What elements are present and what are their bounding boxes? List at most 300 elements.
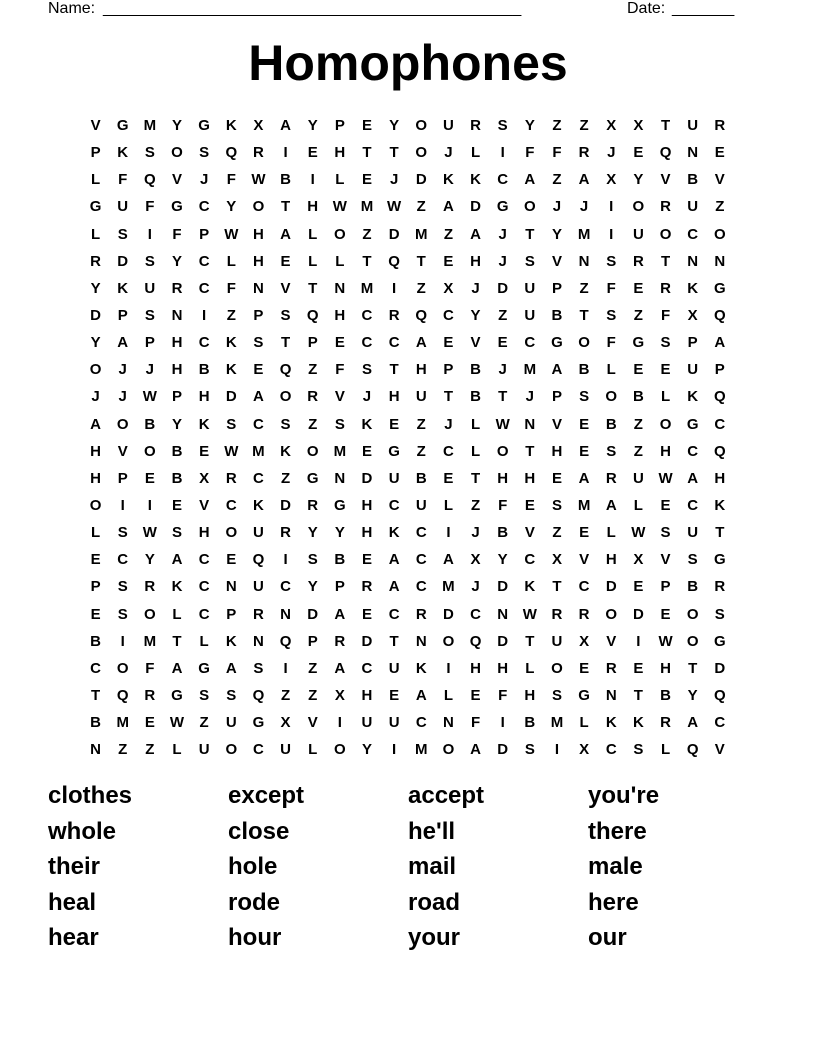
grid-letter: X <box>633 551 644 569</box>
grid-letter: H <box>388 388 400 406</box>
grid-letter: I <box>446 524 451 542</box>
grid-letter: Q <box>225 144 238 162</box>
grid-letter: K <box>198 415 210 433</box>
grid-letter: B <box>551 307 563 325</box>
grid-letter: O <box>659 415 672 433</box>
grid-letter: C <box>415 714 427 732</box>
grid-letter: L <box>525 659 535 677</box>
grid-letter: Z <box>579 117 589 135</box>
grid-letter: Z <box>416 442 426 460</box>
grid-letter: M <box>143 117 157 135</box>
grid-letter: X <box>199 469 210 487</box>
grid-letter: H <box>551 442 563 460</box>
grid-letter: G <box>496 198 509 216</box>
grid-letter: K <box>252 497 264 515</box>
grid-letter: K <box>524 578 536 596</box>
grid-letter: Q <box>388 252 400 270</box>
grid-letter: R <box>714 578 726 596</box>
grid-letter: Q <box>659 144 672 162</box>
grid-letter: Q <box>713 687 726 705</box>
grid-letter: V <box>551 252 562 270</box>
grid-letter: I <box>446 659 451 677</box>
grid-letter: N <box>225 578 237 596</box>
grid-letter: D <box>280 497 291 515</box>
grid-letter: C <box>524 334 536 352</box>
grid-letter: S <box>171 524 182 542</box>
grid-letter: B <box>280 171 291 189</box>
grid-letter: W <box>251 171 266 189</box>
grid-row <box>82 573 734 600</box>
grid-letter: Y <box>171 117 182 135</box>
date-blank-line: _______ <box>672 0 735 17</box>
grid-letter: X <box>579 741 590 759</box>
grid-letter: V <box>90 117 101 135</box>
grid-letter: D <box>442 605 454 623</box>
grid-letter: E <box>226 551 237 569</box>
grid-letter: B <box>470 388 481 406</box>
grid-letter: U <box>687 524 699 542</box>
grid-row <box>82 709 734 736</box>
grid-letter: G <box>171 687 183 705</box>
grid-letter: V <box>660 551 671 569</box>
grid-letter: T <box>172 632 182 650</box>
grid-letter: H <box>470 659 481 677</box>
grid-letter: Z <box>362 225 372 243</box>
grid-letter: V <box>117 442 128 460</box>
word-bank-item: hour <box>228 924 282 952</box>
grid-letter: H <box>90 469 101 487</box>
grid-letter: E <box>90 605 101 623</box>
grid-letter: T <box>308 279 318 297</box>
grid-letter: L <box>579 714 589 732</box>
grid-letter: G <box>632 334 645 352</box>
grid-letter: S <box>660 334 671 352</box>
grid-letter: F <box>660 307 671 325</box>
grid-letter: A <box>388 551 400 569</box>
grid-letter: L <box>199 632 209 650</box>
grid-letter: S <box>633 741 644 759</box>
grid-letter: B <box>144 415 156 433</box>
grid-letter: B <box>171 442 183 460</box>
grid-letter: P <box>226 605 237 623</box>
grid-letter: H <box>252 252 264 270</box>
grid-letter: O <box>306 442 319 460</box>
grid-letter: D <box>497 279 509 297</box>
grid-letter: N <box>442 714 454 732</box>
grid-letter: H <box>660 442 671 460</box>
grid-letter: Y <box>389 117 400 135</box>
grid-letter: U <box>388 469 400 487</box>
grid-letter: S <box>307 551 318 569</box>
grid-letter: E <box>633 279 644 297</box>
grid-letter: V <box>470 334 481 352</box>
word-bank-item: here <box>588 888 639 916</box>
grid-letter: I <box>554 741 560 759</box>
grid-letter: P <box>117 307 128 325</box>
grid-letter: F <box>606 334 616 352</box>
grid-letter: R <box>660 198 671 216</box>
grid-letter: U <box>551 632 563 650</box>
grid-letter: A <box>442 198 454 216</box>
grid-letter: E <box>443 469 454 487</box>
grid-letter: V <box>714 741 725 759</box>
grid-letter: J <box>444 415 453 433</box>
grid-letter: Y <box>524 117 535 135</box>
grid-letter: R <box>307 497 319 515</box>
grid-letter: U <box>225 714 237 732</box>
grid-letter: O <box>415 117 428 135</box>
grid-letter: R <box>660 714 671 732</box>
grid-letter: R <box>415 605 427 623</box>
grid-letter: S <box>551 687 562 705</box>
grid-letter: T <box>688 659 698 677</box>
grid-letter: F <box>498 687 508 705</box>
grid-letter: X <box>606 117 617 135</box>
grid-letter: M <box>415 741 428 759</box>
grid-letter: L <box>470 442 481 460</box>
grid-letter: T <box>633 687 643 705</box>
grid-letter: E <box>579 442 590 460</box>
grid-letter: E <box>633 144 644 162</box>
grid-letter: V <box>551 415 562 433</box>
grid-letter: D <box>497 578 509 596</box>
grid-letter: Q <box>713 307 726 325</box>
grid-letter: H <box>470 252 481 270</box>
grid-letter: R <box>144 687 156 705</box>
grid-letter: J <box>525 388 534 406</box>
grid-row <box>82 275 734 302</box>
grid-letter: C <box>442 442 454 460</box>
grid-letter: G <box>686 415 699 433</box>
grid-letter: H <box>361 524 373 542</box>
grid-letter: Z <box>118 741 128 759</box>
grid-letter: F <box>470 714 481 732</box>
name-label: Name: <box>48 0 96 17</box>
grid-letter: G <box>388 442 400 460</box>
grid-row <box>82 411 734 438</box>
grid-letter: D <box>117 252 129 270</box>
grid-letter: H <box>334 144 346 162</box>
grid-letter: P <box>307 334 318 352</box>
grid-letter: W <box>658 469 673 487</box>
grid-letter: E <box>443 252 454 270</box>
grid-letter: B <box>90 714 101 732</box>
grid-letter: G <box>198 659 210 677</box>
grid-letter: Y <box>90 334 101 352</box>
grid-letter: U <box>632 225 644 243</box>
grid-letter: Q <box>279 361 292 379</box>
grid-letter: E <box>389 687 400 705</box>
grid-letter: Z <box>226 307 236 325</box>
grid-letter: D <box>361 632 373 650</box>
grid-letter: I <box>283 144 288 162</box>
grid-letter: E <box>253 361 264 379</box>
grid-letter: X <box>443 279 454 297</box>
grid-letter: G <box>89 198 102 216</box>
grid-letter: T <box>525 632 535 650</box>
grid-letter: R <box>225 469 237 487</box>
grid-letter: Z <box>443 225 453 243</box>
grid-letter: K <box>280 442 291 460</box>
grid-letter: V <box>307 714 318 732</box>
word-bank-item: mail <box>408 853 457 881</box>
grid-letter: Q <box>279 632 292 650</box>
grid-letter: E <box>443 334 454 352</box>
grid-letter: Q <box>252 551 265 569</box>
grid-letter: M <box>360 279 374 297</box>
grid-letter: L <box>308 252 318 270</box>
grid-letter: S <box>361 361 372 379</box>
grid-letter: E <box>660 497 671 515</box>
grid-letter: S <box>606 442 617 460</box>
grid-letter: A <box>714 334 726 352</box>
grid-letter: H <box>252 225 264 243</box>
grid-letter: G <box>713 632 726 650</box>
grid-letter: K <box>442 171 454 189</box>
grid-letter: B <box>198 361 210 379</box>
grid-letter: P <box>253 307 264 325</box>
grid-letter: D <box>361 469 373 487</box>
grid-letter: K <box>415 659 427 677</box>
grid-letter: R <box>605 469 617 487</box>
grid-letter: L <box>606 361 616 379</box>
grid-letter: Y <box>307 117 318 135</box>
grid-letter: H <box>605 551 617 569</box>
word-bank <box>48 778 768 956</box>
word-bank-item: hole <box>228 853 278 881</box>
grid-letter: F <box>606 279 616 297</box>
grid-letter: P <box>334 578 345 596</box>
grid-letter: V <box>660 171 671 189</box>
grid-letter: T <box>280 334 291 352</box>
date-label: Date: <box>627 0 666 17</box>
grid-letter: Z <box>416 279 426 297</box>
grid-letter: U <box>388 659 400 677</box>
grid-letter: O <box>89 361 102 379</box>
grid-letter: B <box>90 632 101 650</box>
grid-letter: J <box>471 578 480 596</box>
grid-letter: A <box>470 741 481 759</box>
grid-letter: P <box>90 578 101 596</box>
grid-letter: N <box>578 252 590 270</box>
grid-letter: Z <box>416 415 426 433</box>
grid-letter: C <box>578 578 590 596</box>
grid-letter: M <box>333 442 347 460</box>
grid-letter: R <box>470 117 481 135</box>
grid-letter: S <box>524 252 535 270</box>
grid-letter: Y <box>470 307 481 325</box>
grid-letter: L <box>335 252 345 270</box>
grid-letter: Z <box>552 117 562 135</box>
grid-letter: C <box>198 605 210 623</box>
grid-letter: O <box>225 741 238 759</box>
grid-letter: R <box>252 605 264 623</box>
grid-letter: H <box>497 469 509 487</box>
grid-letter: X <box>606 171 617 189</box>
grid-letter: W <box>658 632 673 650</box>
word-bank-item: heal <box>48 888 97 916</box>
grid-letter: H <box>361 687 373 705</box>
grid-letter: S <box>497 117 508 135</box>
grid-letter: W <box>224 225 239 243</box>
grid-letter: E <box>551 469 562 487</box>
grid-letter: R <box>551 605 563 623</box>
grid-letter: D <box>605 578 617 596</box>
grid-letter: E <box>361 551 372 569</box>
grid-letter: Y <box>171 415 182 433</box>
grid-letter: Y <box>497 551 508 569</box>
grid-letter: P <box>443 361 454 379</box>
grid-letter: H <box>198 388 210 406</box>
grid-letter: R <box>90 252 101 270</box>
grid-letter: O <box>686 632 699 650</box>
grid-letter: S <box>687 551 698 569</box>
grid-letter: V <box>606 632 617 650</box>
grid-letter: V <box>579 551 590 569</box>
grid-letter: O <box>225 524 238 542</box>
grid-letter: O <box>116 415 129 433</box>
grid-letter: W <box>387 198 402 216</box>
grid-letter: E <box>144 714 155 732</box>
grid-letter: G <box>551 334 563 352</box>
grid-letter: E <box>633 361 644 379</box>
grid-letter: S <box>660 524 671 542</box>
grid-letter: A <box>117 334 129 352</box>
grid-letter: N <box>90 741 101 759</box>
grid-letter: M <box>252 442 265 460</box>
grid-letter: J <box>471 279 480 297</box>
grid-letter: B <box>660 687 671 705</box>
grid-letter: G <box>252 714 265 732</box>
grid-letter: Z <box>308 361 318 379</box>
grid-row <box>82 329 734 356</box>
grid-letter: T <box>389 632 399 650</box>
grid-letter: T <box>416 252 426 270</box>
grid-letter: M <box>550 714 564 732</box>
grid-letter: A <box>334 659 346 677</box>
grid-letter: U <box>252 578 264 596</box>
grid-letter: J <box>579 198 589 216</box>
grid-letter: A <box>171 551 183 569</box>
grid-letter: Z <box>308 415 318 433</box>
grid-letter: I <box>636 632 641 650</box>
grid-letter: J <box>498 361 507 379</box>
grid-letter: A <box>687 469 699 487</box>
grid-letter: Q <box>469 632 482 650</box>
grid-letter: O <box>686 605 699 623</box>
grid-row <box>82 736 734 763</box>
grid-letter: C <box>198 578 210 596</box>
grid-letter: Z <box>633 442 643 460</box>
grid-letter: I <box>609 198 614 216</box>
grid-letter: W <box>224 442 239 460</box>
grid-letter: C <box>198 279 210 297</box>
grid-letter: H <box>524 469 536 487</box>
grid-letter: X <box>470 551 481 569</box>
grid-letter: X <box>633 117 644 135</box>
grid-letter: C <box>442 307 454 325</box>
grid-row <box>82 193 734 220</box>
grid-letter: Y <box>171 252 182 270</box>
grid-letter: C <box>497 171 509 189</box>
grid-letter: Z <box>633 307 643 325</box>
grid-letter: E <box>171 497 182 515</box>
grid-letter: P <box>171 388 182 406</box>
grid-letter: Q <box>713 442 726 460</box>
grid-letter: P <box>660 578 671 596</box>
grid-letter: C <box>605 741 617 759</box>
grid-letter: S <box>117 578 128 596</box>
grid-letter: N <box>252 279 264 297</box>
grid-letter: C <box>714 415 726 433</box>
grid-letter: D <box>415 171 427 189</box>
grid-letter: L <box>172 741 182 759</box>
grid-letter: T <box>362 252 372 270</box>
grid-letter: K <box>632 714 644 732</box>
grid-letter: I <box>283 659 288 677</box>
grid-row <box>82 655 734 682</box>
grid-letter: S <box>714 605 725 623</box>
grid-letter: A <box>90 415 101 433</box>
grid-letter: S <box>117 524 128 542</box>
grid-letter: A <box>280 225 291 243</box>
grid-letter: O <box>279 388 292 406</box>
grid-letter: P <box>117 469 128 487</box>
grid-letter: M <box>577 497 591 515</box>
word-bank-item: rode <box>228 888 281 916</box>
grid-letter: P <box>551 279 562 297</box>
grid-letter: N <box>415 632 427 650</box>
grid-letter: N <box>497 605 509 623</box>
grid-letter: C <box>361 307 373 325</box>
grid-letter: T <box>660 252 671 270</box>
grid-letter: F <box>552 144 562 162</box>
grid-letter: F <box>525 144 535 162</box>
word-bank-item: hear <box>48 924 99 952</box>
grid-letter: S <box>199 687 210 705</box>
grid-letter: E <box>389 415 400 433</box>
grid-row <box>82 139 734 166</box>
grid-letter: U <box>687 117 699 135</box>
grid-letter: I <box>147 225 152 243</box>
grid-letter: E <box>633 659 644 677</box>
grid-letter: E <box>579 524 590 542</box>
grid-letter: E <box>579 415 590 433</box>
grid-letter: H <box>497 659 509 677</box>
grid-letter: C <box>524 551 536 569</box>
grid-letter: H <box>415 361 427 379</box>
grid-letter: K <box>714 497 726 515</box>
grid-letter: Z <box>308 687 318 705</box>
grid-letter: H <box>90 442 101 460</box>
grid-letter: G <box>578 687 590 705</box>
grid-letter: U <box>442 117 454 135</box>
grid-letter: H <box>361 497 373 515</box>
grid-letter: J <box>145 361 155 379</box>
grid-letter: R <box>361 578 373 596</box>
grid-letter: A <box>415 687 427 705</box>
letter-grid <box>82 112 734 763</box>
grid-letter: A <box>687 714 699 732</box>
grid-row <box>82 248 734 275</box>
grid-letter: U <box>415 497 427 515</box>
grid-letter: D <box>497 632 509 650</box>
grid-letter: K <box>361 415 373 433</box>
grid-letter: O <box>496 442 509 460</box>
grid-row <box>82 492 734 519</box>
grid-letter: F <box>145 198 155 216</box>
grid-letter: E <box>361 117 372 135</box>
